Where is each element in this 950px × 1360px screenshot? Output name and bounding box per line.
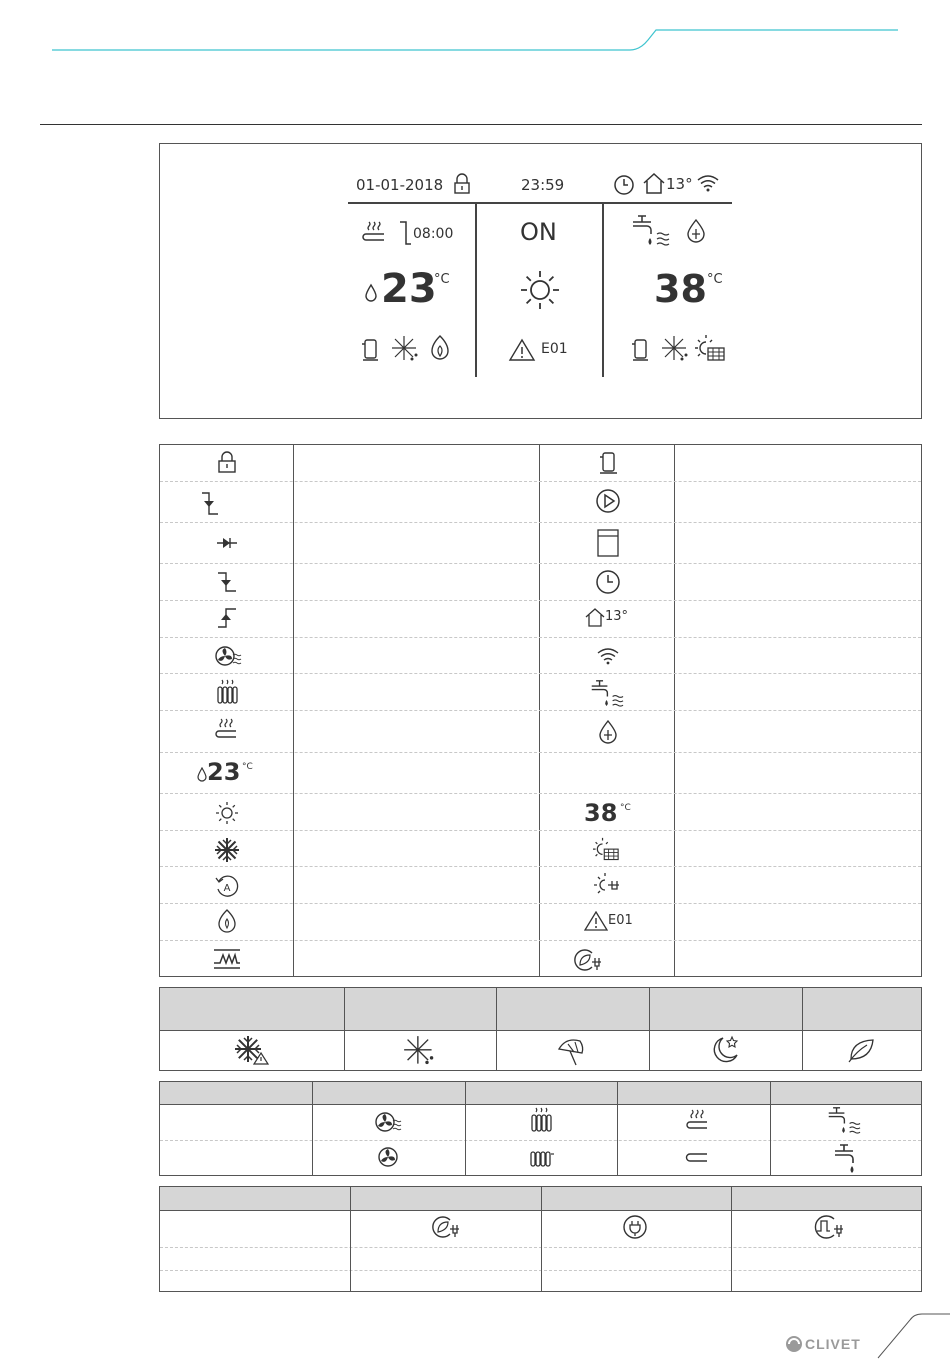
flame-icon bbox=[216, 908, 238, 934]
radiator-active-icon bbox=[530, 1106, 554, 1134]
arrow-right-icon bbox=[215, 535, 239, 551]
panel-icon bbox=[596, 528, 620, 558]
panel-error-code: E01 bbox=[541, 341, 568, 357]
radiator-icon bbox=[529, 1150, 555, 1168]
floor-heating-active-icon bbox=[684, 1108, 710, 1134]
legend-outdoor-temp: 13° bbox=[605, 609, 629, 624]
clock-icon bbox=[595, 569, 621, 595]
wifi-icon bbox=[596, 646, 620, 666]
valve-down-icon bbox=[216, 570, 238, 594]
wifi-icon bbox=[696, 173, 720, 193]
panel-dhw-temp-unit: °C bbox=[707, 272, 723, 287]
pump-icon bbox=[595, 488, 621, 514]
energy-table bbox=[159, 1186, 922, 1292]
header-rule bbox=[40, 124, 922, 125]
defrost-icon bbox=[391, 335, 419, 363]
footer-accent-line bbox=[870, 1310, 950, 1360]
floor-heating-icon bbox=[213, 718, 239, 742]
snowflake-icon bbox=[214, 837, 240, 863]
clock-icon bbox=[613, 174, 635, 196]
panel-divider-2 bbox=[602, 203, 604, 377]
drop-plus-icon bbox=[598, 719, 618, 745]
radiator-icon bbox=[216, 679, 240, 705]
dhw-active-icon bbox=[827, 1104, 867, 1136]
svg-text:A: A bbox=[223, 883, 231, 894]
auto-mode-icon bbox=[214, 873, 240, 899]
timer-valve-icon bbox=[397, 220, 413, 246]
panel-room-temp-unit: °C bbox=[434, 272, 450, 287]
panel-dhw-temp: 38 bbox=[654, 267, 707, 311]
panel-divider-1 bbox=[475, 203, 477, 377]
fan-coil-active-icon bbox=[373, 1110, 403, 1134]
compressor-icon bbox=[630, 336, 650, 362]
drop-plus-icon bbox=[686, 218, 706, 244]
panel-room-temp: 23 bbox=[381, 266, 437, 312]
panel-time: 23:59 bbox=[521, 176, 565, 194]
sun-icon bbox=[518, 268, 562, 312]
eco-plug-icon bbox=[430, 1214, 460, 1240]
dhw-tap-icon bbox=[590, 677, 630, 709]
valve-up-icon bbox=[216, 606, 238, 630]
house-icon bbox=[642, 171, 666, 195]
lock-icon bbox=[452, 173, 472, 195]
legend-table bbox=[159, 444, 922, 977]
floor-heating-icon bbox=[360, 220, 388, 246]
eco-leaf-icon bbox=[847, 1037, 875, 1063]
solar-icon bbox=[694, 334, 726, 364]
panel-date: 01-01-2018 bbox=[356, 176, 444, 194]
floor-heating-icon bbox=[684, 1151, 710, 1165]
fan-coil-icon bbox=[377, 1146, 399, 1168]
sun-plug-icon bbox=[593, 872, 621, 898]
legend-room-temp: 23 bbox=[207, 758, 241, 786]
holiday-icon bbox=[556, 1035, 588, 1067]
electric-heater-icon bbox=[211, 947, 243, 971]
header-accent-line bbox=[0, 0, 950, 60]
fan-coil-icon bbox=[214, 644, 242, 668]
modes-table bbox=[159, 987, 922, 1071]
legend-room-temp-unit: °C bbox=[242, 762, 253, 772]
defrost-icon bbox=[403, 1035, 435, 1067]
compressor-icon bbox=[360, 336, 380, 362]
dhw-tap-icon bbox=[833, 1143, 863, 1173]
flame-icon bbox=[428, 334, 452, 362]
eco-plug-icon bbox=[572, 947, 602, 973]
legend-error-code: E01 bbox=[608, 913, 633, 928]
frost-alarm-icon bbox=[234, 1035, 270, 1065]
sun-icon bbox=[215, 801, 239, 825]
compressor-icon bbox=[597, 449, 619, 475]
panel-outdoor-temp: 13° bbox=[666, 175, 693, 193]
clivet-logo bbox=[784, 1333, 874, 1355]
legend-dhw-temp: 38 bbox=[584, 799, 618, 827]
valve-down-icon bbox=[200, 490, 220, 516]
water-drop-icon bbox=[364, 283, 378, 303]
warning-icon bbox=[584, 911, 608, 931]
house-icon bbox=[584, 606, 606, 628]
warning-icon bbox=[508, 338, 536, 362]
dhw-tap-icon bbox=[631, 212, 677, 248]
panel-status: ON bbox=[520, 218, 557, 246]
svg-text:CLIVET: CLIVET bbox=[805, 1336, 861, 1352]
lock-icon bbox=[216, 450, 238, 474]
panel-top-rule bbox=[348, 202, 732, 204]
panel-timer-time: 08:00 bbox=[413, 226, 454, 242]
legend-dhw-temp-unit: °C bbox=[620, 803, 631, 813]
defrost-icon bbox=[661, 335, 689, 363]
night-mode-icon bbox=[709, 1035, 741, 1065]
plug-icon bbox=[622, 1214, 648, 1240]
solar-icon bbox=[591, 837, 621, 863]
peak-plug-icon bbox=[812, 1213, 844, 1241]
